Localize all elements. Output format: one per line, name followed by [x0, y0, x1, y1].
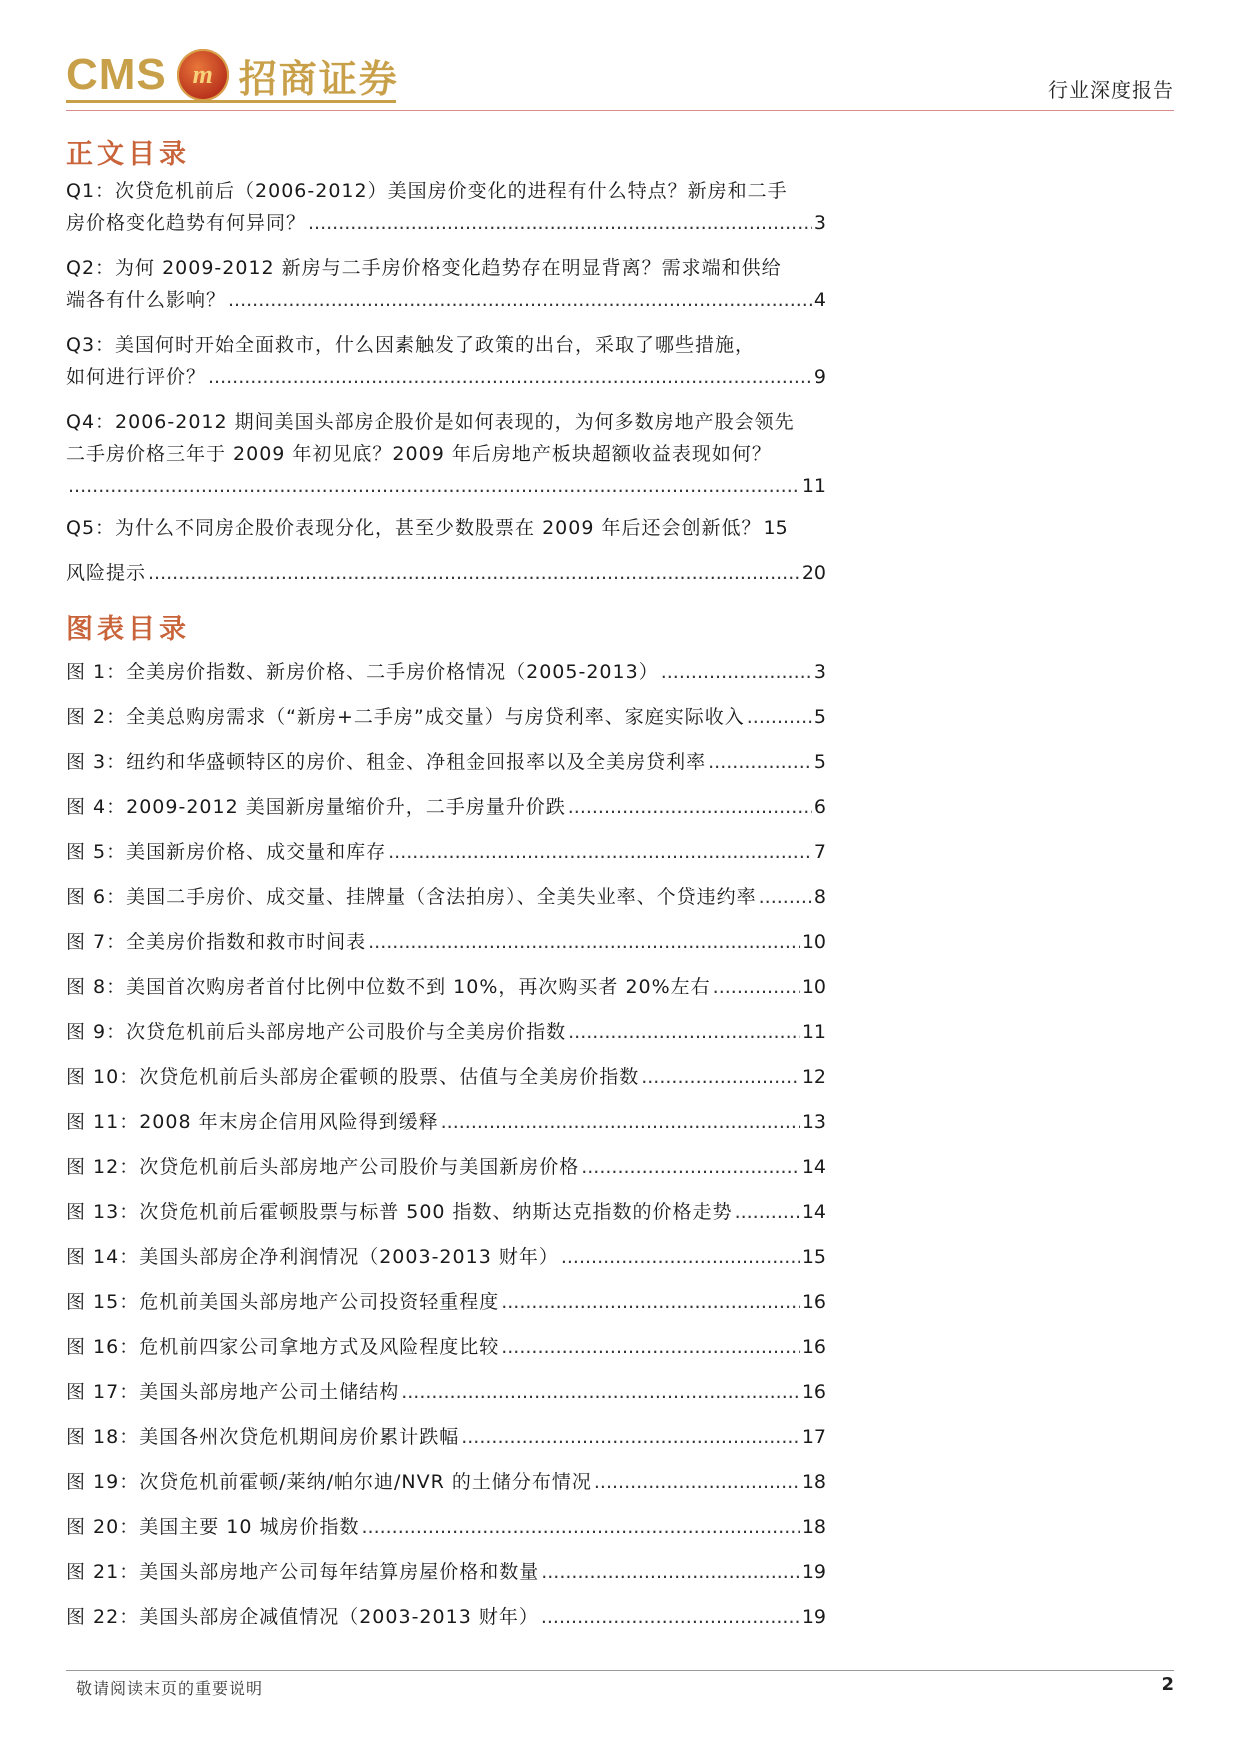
figure-toc-title: 图表目录 — [66, 614, 190, 645]
figure-toc-entry[interactable] — [66, 1280, 826, 1325]
dot-leader — [541, 1550, 800, 1595]
figure-toc-page-number: 17 — [801, 1426, 826, 1448]
dot-leader — [228, 284, 812, 316]
toc-page-number: 11 — [801, 475, 826, 497]
figure-toc-title-text: 图 21：美国头部房地产公司每年结算房屋价格和数量 — [66, 1561, 540, 1583]
dot-leader — [441, 1100, 800, 1145]
figure-toc-title-text: 图 17：美国头部房地产公司土储结构 — [66, 1381, 400, 1403]
figure-toc-page-number: 14 — [801, 1156, 826, 1178]
dot-leader — [735, 1190, 800, 1235]
figure-toc-entry[interactable] — [66, 1595, 826, 1640]
figure-toc-title-text: 图 10：次贷危机前后头部房企霍顿的股票、估值与全美房价指数 — [66, 1066, 640, 1088]
figure-toc-entry[interactable] — [66, 965, 826, 1010]
dot-leader — [68, 470, 800, 502]
logo-seal-icon: m — [177, 49, 229, 101]
dot-leader — [541, 1595, 800, 1640]
figure-toc-entry[interactable] — [66, 650, 826, 695]
toc-page-number: 9 — [813, 366, 826, 388]
figure-toc-title-text: 图 22：美国头部房企减值情况（2003-2013 财年） — [66, 1606, 539, 1628]
toc-entry-title: 风险提示 — [66, 562, 147, 584]
figure-toc-page-number: 18 — [801, 1471, 826, 1493]
table-of-contents — [66, 135, 826, 1640]
figure-toc-entry[interactable] — [66, 1505, 826, 1550]
dot-leader — [388, 830, 812, 875]
figure-toc-title-text: 图 9：次贷危机前后头部房地产公司股价与全美房价指数 — [66, 1021, 567, 1043]
dot-leader — [661, 650, 812, 695]
figure-toc-title-text: 图 1：全美房价指数、新房价格、二手房价格情况（2005-2013） — [66, 661, 659, 683]
logo-underline — [66, 100, 396, 103]
figure-toc-page-number: 18 — [801, 1516, 826, 1538]
logo-latin: CMS — [66, 50, 167, 99]
figure-toc-entry[interactable] — [66, 1145, 826, 1190]
figure-toc-page-number: 16 — [801, 1381, 826, 1403]
figure-toc-page-number: 11 — [801, 1021, 826, 1043]
figure-toc-title-text: 图 12：次贷危机前后头部房地产公司股价与美国新房价格 — [66, 1156, 580, 1178]
dot-leader — [461, 1415, 800, 1460]
figure-toc-entry[interactable] — [66, 1460, 826, 1505]
figure-toc-page-number: 5 — [813, 751, 826, 773]
footer-notice: 敬请阅读末页的重要说明 — [76, 1679, 264, 1698]
toc-entry-line: 房价格变化趋势有何异同？ — [66, 212, 307, 234]
footer-divider — [66, 1670, 1174, 1671]
figure-toc-page-number: 16 — [801, 1291, 826, 1313]
figure-toc-page-number: 7 — [813, 841, 826, 863]
figure-toc-entry[interactable] — [66, 1370, 826, 1415]
figure-toc-entry[interactable] — [66, 830, 826, 875]
figure-toc-title-text: 图 7：全美房价指数和救市时间表 — [66, 931, 367, 953]
dot-leader — [759, 875, 812, 920]
dot-leader — [308, 207, 812, 239]
toc-page-number: 3 — [813, 212, 826, 234]
figure-toc-title-text: 图 19：次贷危机前霍顿/莱纳/帕尔迪/NVR 的土储分布情况 — [66, 1471, 592, 1493]
figure-toc-title-text: 图 8：美国首次购房者首付比例中位数不到 10%，再次购买者 20%左右 — [66, 976, 711, 998]
figure-toc-title-text: 图 14：美国头部房企净利润情况（2003-2013 财年） — [66, 1246, 559, 1268]
figure-toc-entry[interactable] — [66, 1415, 826, 1460]
dot-leader — [568, 785, 812, 830]
toc-entry-q5[interactable] — [66, 506, 826, 551]
figure-toc-page-number: 19 — [801, 1561, 826, 1583]
figure-toc-page-number: 5 — [813, 706, 826, 728]
figure-toc-title-text: 图 18：美国各州次贷危机期间房价累计跌幅 — [66, 1426, 460, 1448]
figure-toc-entry[interactable] — [66, 875, 826, 920]
toc-entry-title: Q5：为什么不同房企股价表现分化，甚至少数股票在 2009 年后还会创新低？ — [66, 517, 762, 539]
toc-page-number: 4 — [813, 289, 826, 311]
figure-toc-entry[interactable] — [66, 1550, 826, 1595]
figure-toc-title-text: 图 11：2008 年末房企信用风险得到缓释 — [66, 1111, 439, 1133]
figure-toc-page-number: 6 — [813, 796, 826, 818]
page-number: 2 — [1161, 1674, 1174, 1695]
figure-toc-entry[interactable] — [66, 785, 826, 830]
figure-toc-page-number: 10 — [801, 931, 826, 953]
logo-chinese: 招商证券 — [238, 56, 399, 101]
dot-leader — [148, 551, 800, 596]
figure-toc-entry[interactable] — [66, 695, 826, 740]
dot-leader — [581, 1145, 800, 1190]
figure-toc-entry[interactable] — [66, 740, 826, 785]
figure-toc-page-number: 13 — [801, 1111, 826, 1133]
dot-leader — [501, 1325, 800, 1370]
figure-toc-entry[interactable] — [66, 1010, 826, 1055]
toc-entry-line: Q3：美国何时开始全面救市，什么因素触发了政策的出台，采取了哪些措施， — [66, 334, 756, 356]
dot-leader — [708, 740, 812, 785]
figure-toc-page-number: 12 — [801, 1066, 826, 1088]
dot-leader — [501, 1280, 800, 1325]
figure-toc-title-text: 图 6：美国二手房价、成交量、挂牌量（含法拍房）、全美失业率、个贷违约率 — [66, 886, 757, 908]
dot-leader — [747, 695, 812, 740]
figure-toc-entry[interactable] — [66, 1190, 826, 1235]
toc-entry-q4[interactable] — [66, 406, 826, 502]
figure-toc-title-text: 图 3：纽约和华盛顿特区的房价、租金、净租金回报率以及全美房贷利率 — [66, 751, 707, 773]
toc-entry-q3[interactable] — [66, 329, 826, 393]
dot-leader — [568, 1010, 800, 1055]
figure-toc-page-number: 19 — [801, 1606, 826, 1628]
toc-entry-line: 如何进行评价？ — [66, 366, 207, 388]
figure-toc-title-text: 图 2：全美总购房需求（“新房+二手房”成交量）与房贷利率、家庭实际收入 — [66, 706, 745, 728]
dot-leader — [594, 1460, 800, 1505]
figure-toc-page-number: 15 — [801, 1246, 826, 1268]
toc-entry-line: 端各有什么影响？ — [66, 289, 227, 311]
toc-entry-line: Q4：2006-2012 期间美国头部房企股价是如何表现的，为何多数房地产股会领先 — [66, 411, 795, 433]
report-type: 行业深度报告 — [1048, 78, 1174, 102]
figure-toc-title-text: 图 13：次贷危机前后霍顿股票与标普 500 指数、纳斯达克指数的价格走势 — [66, 1201, 733, 1223]
figure-toc-title-text: 图 20：美国主要 10 城房价指数 — [66, 1516, 360, 1538]
dot-leader — [641, 1055, 800, 1100]
figure-toc-entry[interactable] — [66, 1325, 826, 1370]
toc-page-number: 20 — [801, 562, 826, 584]
dot-leader — [561, 1235, 800, 1280]
page-header — [66, 42, 1174, 112]
figure-toc-entry[interactable] — [66, 1055, 826, 1100]
figure-toc-page-number: 8 — [813, 886, 826, 908]
toc-entry-line: Q1：次贷危机前后（2006-2012）美国房价变化的进程有什么特点？新房和二手 — [66, 180, 788, 202]
figure-list — [66, 650, 826, 1640]
dot-leader — [361, 1505, 799, 1550]
cms-logo — [66, 46, 399, 104]
toc-entry-line: Q2：为何 2009-2012 新房与二手房价格变化趋势存在明显背离？需求端和供给 — [66, 257, 782, 279]
figure-toc-title-text: 图 15：危机前美国头部房地产公司投资轻重程度 — [66, 1291, 500, 1313]
main-toc-title: 正文目录 — [66, 139, 190, 170]
dot-leader — [368, 920, 800, 965]
figure-toc-entry[interactable] — [66, 1235, 826, 1280]
toc-entry-risk[interactable] — [66, 551, 826, 596]
toc-entry-line: 二手房价格三年于 2009 年初见底？2009 年后房地产板块超额收益表现如何？ — [66, 443, 772, 465]
header-divider — [66, 110, 1174, 111]
figure-toc-page-number: 10 — [801, 976, 826, 998]
figure-toc-title-text: 图 4：2009-2012 美国新房量缩价升，二手房量升价跌 — [66, 796, 566, 818]
figure-toc-page-number: 14 — [801, 1201, 826, 1223]
dot-leader — [713, 965, 800, 1010]
toc-page-number: 15 — [763, 517, 788, 539]
toc-entry-q2[interactable] — [66, 252, 826, 316]
figure-toc-page-number: 3 — [813, 661, 826, 683]
figure-toc-entry[interactable] — [66, 920, 826, 965]
dot-leader — [401, 1370, 800, 1415]
dot-leader — [208, 361, 812, 393]
figure-toc-title-text: 图 5：美国新房价格、成交量和库存 — [66, 841, 387, 863]
toc-entry-q1[interactable] — [66, 175, 826, 239]
figure-toc-entry[interactable] — [66, 1100, 826, 1145]
figure-toc-page-number: 16 — [801, 1336, 826, 1358]
figure-toc-title-text: 图 16：危机前四家公司拿地方式及风险程度比较 — [66, 1336, 500, 1358]
